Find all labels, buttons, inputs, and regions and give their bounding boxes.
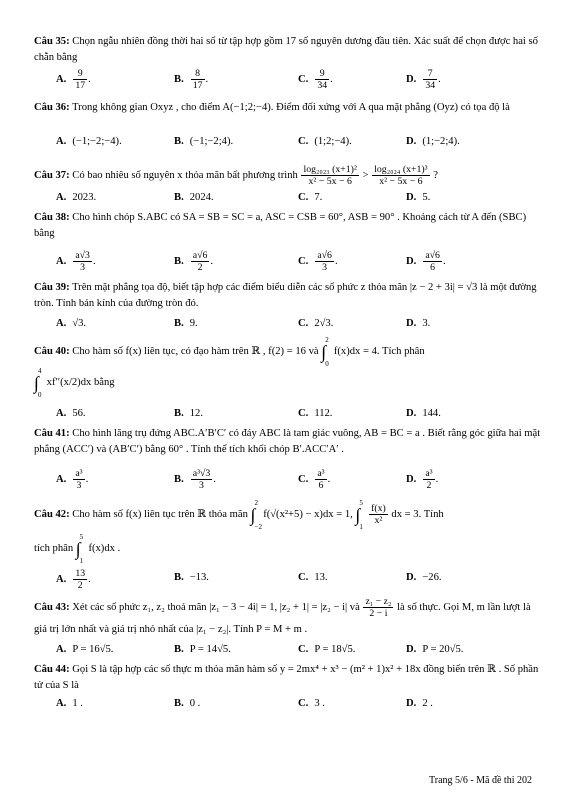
option-d[interactable]: D. P = 20√5. xyxy=(406,644,464,655)
option-d[interactable]: D. 2 . xyxy=(406,698,433,709)
question-38 xyxy=(34,210,542,273)
log-fraction-2: $\frac{\text{log₂₀₂₄ (x+1)³}}{\text{x² − 5x − 6}}$ xyxy=(374,164,428,188)
integral-sign: ∫ 2 0 xyxy=(321,335,329,368)
question-39 xyxy=(34,280,542,329)
question-text-2: ∫ 4 0 xf′′(x/2)dx bằng xyxy=(34,366,115,399)
option-c[interactable]: C. $\frac{9}{34}$ . xyxy=(298,68,333,91)
integral-sign: ∫ 5 1 xyxy=(75,532,84,565)
question-40 xyxy=(34,335,542,419)
question-text: Câu 41: Cho hình lăng trụ đứng ABC.A′B′C′ có đáy ABC là tam giác vuông, AB = BC = a . Biết rằng góc giữa hai mặt phẳng (ACC′) và (AB′C′) bằng 60° . Tính thể tích khối chóp B′.ACC′A′ . xyxy=(34,428,541,455)
integral-sign: ∫ 2 −2 xyxy=(250,498,262,531)
question-41 xyxy=(34,426,542,491)
option-a[interactable]: A. 1 . xyxy=(56,698,83,709)
option-d[interactable]: D. 5. xyxy=(406,192,431,203)
option-d[interactable]: D. 3. xyxy=(406,318,431,329)
question-text: Câu 39: Trên mặt phẳng tọa độ, biết tập hợp các điểm biểu diễn các số phức z thỏa mãn |z − 2 + 3i| = √3 là một đường tròn. Tính bán kính của đường tròn đó. xyxy=(34,282,537,309)
question-number: Câu 43: xyxy=(34,601,70,613)
option-d[interactable]: D. −26. xyxy=(406,572,442,583)
answer-options xyxy=(34,694,542,714)
option-b[interactable]: B. 2024. xyxy=(174,192,214,203)
option-b[interactable]: B. (−1;−2;4). xyxy=(174,136,234,147)
page-footer: Trang 5/6 - Mã đề thi 202 xyxy=(429,775,532,786)
answer-options xyxy=(34,132,542,152)
option-a[interactable]: A. √3. xyxy=(56,318,87,329)
option-c[interactable]: C. $\frac{\text{a³}}{6}$ . xyxy=(298,468,331,491)
question-text: Câu 38: Cho hình chóp S.ABC có SA = SB = SC = a, ASC = CSB = 60°, ASB = 90° . Khoảng cách từ A đến (SBC) bằng xyxy=(34,212,527,239)
option-b[interactable]: B. 9. xyxy=(174,318,198,329)
option-b[interactable]: B. 12. xyxy=(174,408,203,419)
question-36 xyxy=(34,100,542,147)
question-number: Câu 37: xyxy=(34,170,70,181)
option-c[interactable]: C. 112. xyxy=(298,408,333,419)
option-b[interactable]: B. P = 14√5. xyxy=(174,644,231,655)
integral-sign: ∫ 4 0 xyxy=(34,366,42,399)
option-d[interactable]: D. $\frac{7}{34}$ . xyxy=(406,68,441,91)
question-35 xyxy=(34,34,542,91)
answer-options xyxy=(34,68,542,91)
option-a[interactable]: A. $\frac{13}{2}$ . xyxy=(56,568,91,591)
option-c[interactable]: C. 13. xyxy=(298,572,328,583)
option-a[interactable]: A. 56. xyxy=(56,408,86,419)
question-text: Câu 44: Gọi S là tập hợp các số thực m thỏa mãn hàm số y = 2mx⁴ + x³ − (m² + 1)x² + 18x đồng biến trên ℝ . Số phần tử của S là xyxy=(34,664,539,691)
option-d[interactable]: D. $\frac{\text{a³}}{2}$ . xyxy=(406,468,439,491)
answer-options xyxy=(34,314,542,334)
question-number: Câu 41: xyxy=(34,428,70,439)
question-number: Câu 39: xyxy=(34,282,70,293)
question-text: Câu 36: Trong không gian Oxyz , cho điểm A(−1;2;−4). Điểm đối xứng với A qua mặt phẳng (Oyz) có tọa độ là xyxy=(34,102,510,113)
answer-options xyxy=(34,640,542,660)
question-43 xyxy=(34,596,542,655)
option-c[interactable]: C. 7. xyxy=(298,192,323,203)
option-d[interactable]: D. 144. xyxy=(406,408,441,419)
option-a[interactable]: A. P = 16√5. xyxy=(56,644,114,655)
question-text: Câu 40: Cho hàm số f(x) liên tục, có đạo hàm trên ℝ , f(2) = 16 và ∫ 2 0 f(x)dx = 4. Tích phân xyxy=(34,335,425,368)
answer-options xyxy=(34,188,542,208)
option-a[interactable]: A. 2023. xyxy=(56,192,97,203)
question-number: Câu 44: xyxy=(34,664,70,675)
question-text: Câu 37: Có bao nhiêu số nguyên x thỏa mãn bất phương trình $\frac{\text{log₂₀₂₃ (x+1)²}}{\text{x² − 5x − 6}}$ > $\frac{\text{log₂₀₂₄ (x+1)³}}{\text{x² − 5x − 6}}$ ? xyxy=(34,164,438,188)
option-b[interactable]: B. $\frac{8}{17}$ . xyxy=(174,68,209,91)
fraction: $\frac{f(x)}{\text{x²}}$ xyxy=(371,503,386,527)
fraction: $\frac{\text{z₁ − z₂}}{2 - i}$ xyxy=(365,596,392,619)
option-c[interactable]: C. (1;2;−4). xyxy=(298,136,352,147)
question-number: Câu 35: xyxy=(34,36,70,47)
option-c[interactable]: C. 2√3. xyxy=(298,318,334,329)
option-c[interactable]: C. $\frac{a√6}{3}$ . xyxy=(298,250,338,273)
option-b[interactable]: B. 0 . xyxy=(174,698,201,709)
question-text: Câu 43: Xét các số phức z₁, z₂ thoả mãn |z₁ − 3 − 4i| = 1, |z₂ + 1| = |z₂ − i| và $\frac{\text{z₁ − z₂}}{2 - i}$ là số thực. Gọi M, m lần lượt là giá trị lớn nhất và giá trị nhỏ nhất của |z₁ − z₂|. Tính P = M + m . xyxy=(34,596,531,635)
option-c[interactable]: C. P = 18√5. xyxy=(298,644,356,655)
question-text: Câu 35: Chọn ngẫu nhiên đồng thời hai số từ tập hợp gồm 17 số nguyên dương đầu tiên. Xác suất để chọn được hai số chẵn bằng xyxy=(34,36,538,63)
question-text-2: tích phân ∫ 5 1 f(x)dx . xyxy=(34,532,121,565)
option-c[interactable]: C. 3 . xyxy=(298,698,325,709)
question-number: Câu 42: xyxy=(34,509,70,520)
question-number: Câu 38: xyxy=(34,212,70,223)
question-number: Câu 40: xyxy=(34,346,70,357)
question-44 xyxy=(34,662,542,709)
option-b[interactable]: B. $\frac{a√6}{2}$ . xyxy=(174,250,213,273)
option-a[interactable]: A. $\frac{9}{17}$ . xyxy=(56,68,91,91)
answer-options xyxy=(34,468,542,491)
question-number: Câu 36: xyxy=(34,102,70,113)
option-a[interactable]: A. $\frac{\text{a³}}{3}$ . xyxy=(56,468,89,491)
option-d[interactable]: D. (1;−2;4). xyxy=(406,136,460,147)
option-b[interactable]: B. −13. xyxy=(174,572,209,583)
option-a[interactable]: A. (−1;−2;−4). xyxy=(56,136,122,147)
question-42 xyxy=(34,498,542,591)
answer-options xyxy=(34,250,542,273)
answer-options xyxy=(34,568,542,591)
answer-options xyxy=(34,404,542,424)
option-b[interactable]: B. $\frac{\text{a³√3}}{3}$ . xyxy=(174,468,216,491)
question-37 xyxy=(34,164,542,203)
option-d[interactable]: D. $\frac{a√6}{6}$ . xyxy=(406,250,446,273)
question-text: Câu 42: Cho hàm số f(x) liên tục trên ℝ thỏa mãn ∫ 2 −2 f(√(x²+5) − x)dx = 1, ∫ 5 1 $\frac{f(x)}{\text{x²}}$ dx = 3. Tính xyxy=(34,498,444,531)
integral-sign: ∫ 5 1 xyxy=(355,498,363,531)
log-fraction-1: $\frac{\text{log₂₀₂₃ (x+1)²}}{\text{x² − 5x − 6}}$ xyxy=(303,164,357,188)
option-a[interactable]: A. $\frac{a√3}{3}$ . xyxy=(56,250,96,273)
